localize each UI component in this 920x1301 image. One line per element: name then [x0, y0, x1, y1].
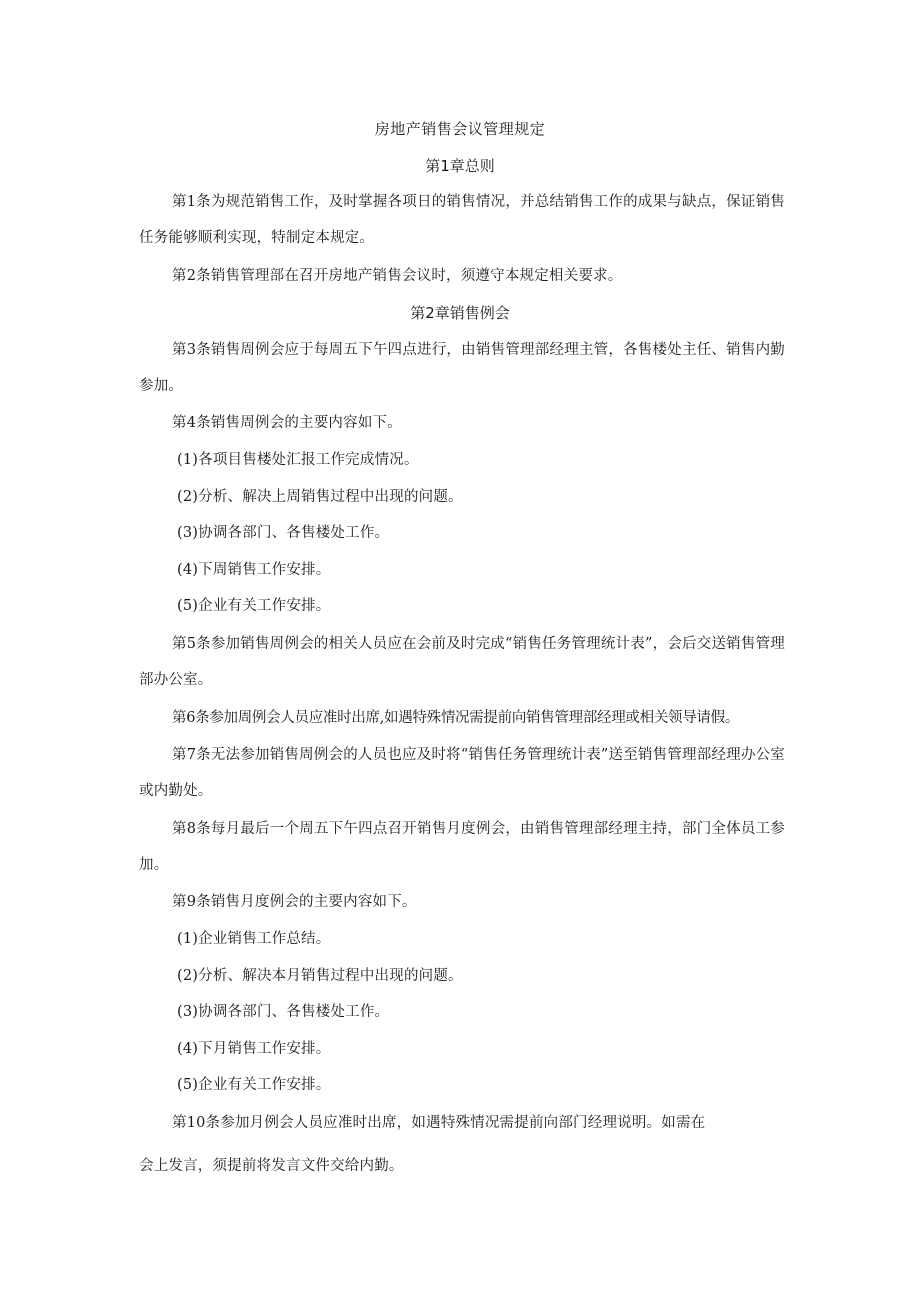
- article-4-item-2: (2)分析、解决上周销售过程中出现的问题。: [177, 489, 463, 505]
- article-10-line-2: 会上发言，须提前将发言文件交给内勤。: [139, 1158, 404, 1174]
- article-4-item-1: (1)各项目售楼处汇报工作完成情况。: [177, 452, 419, 468]
- article-1: 第1条为规范销售工作，及时掌握各项日的销售情况，并总结销售工作的成果与缺点，保证销售任务能够顺利实现，特制定本规定。: [139, 194, 785, 246]
- article-9-item-3: (3)协调各部门、各售楼处工作。: [177, 1004, 390, 1020]
- article-9-item-1: (1)企业销售工作总结。: [177, 931, 331, 947]
- article-4: 第4条销售周例会的主要内容如下。: [172, 415, 402, 431]
- article-6: 第6条参加周例会人员应准时出席,如遇特殊情况需提前向销售管理部经理或相关领导请假。: [172, 710, 740, 726]
- article-10-line-1: 第10条参加月例会人员应准时出席，如遇特殊情况需提前向部门经理说明。如需在: [172, 1115, 706, 1131]
- article-9-item-2: (2)分析、解决本月销售过程中出现的问题。: [177, 968, 463, 984]
- document-title: 房地产销售会议管理规定: [374, 120, 546, 138]
- article-4-item-4: (4)下周销售工作安排。: [177, 562, 331, 578]
- article-8: 第8条每月最后一个周五下午四点召开销售月度例会，由销售管理部经理主持，部门全体员工参加。: [139, 821, 785, 873]
- article-3: 第3条销售周例会应于每周五下午四点进行，由销售管理部经理主管，各售楼处主任、销售内勤参加。: [139, 342, 785, 394]
- chapter-2-heading: 第2章销售例会: [410, 304, 510, 322]
- chapter-1-heading: 第1章总则: [425, 157, 495, 175]
- article-4-item-5: (5)企业有关工作安排。: [177, 598, 331, 614]
- article-9: 第9条销售月度例会的主要内容如下。: [172, 894, 417, 910]
- article-9-item-4: (4)下月销售工作安排。: [177, 1041, 331, 1057]
- article-4-item-3: (3)协调各部门、各售楼处工作。: [177, 525, 390, 541]
- article-2: 第2条销售管理部在召开房地产销售会议时，须遵守本规定相关要求。: [172, 268, 623, 284]
- article-7: 第7条无法参加销售周例会的人员也应及时将“销售任务管理统计表”送至销售管理部经理办公室或内勤处。: [139, 747, 785, 799]
- article-5: 第5条参加销售周例会的相关人员应在会前及时完成“销售任务管理统计表”，会后交送销售管理部办公室。: [139, 636, 785, 688]
- article-9-item-5: (5)企业有关工作安排。: [177, 1077, 331, 1093]
